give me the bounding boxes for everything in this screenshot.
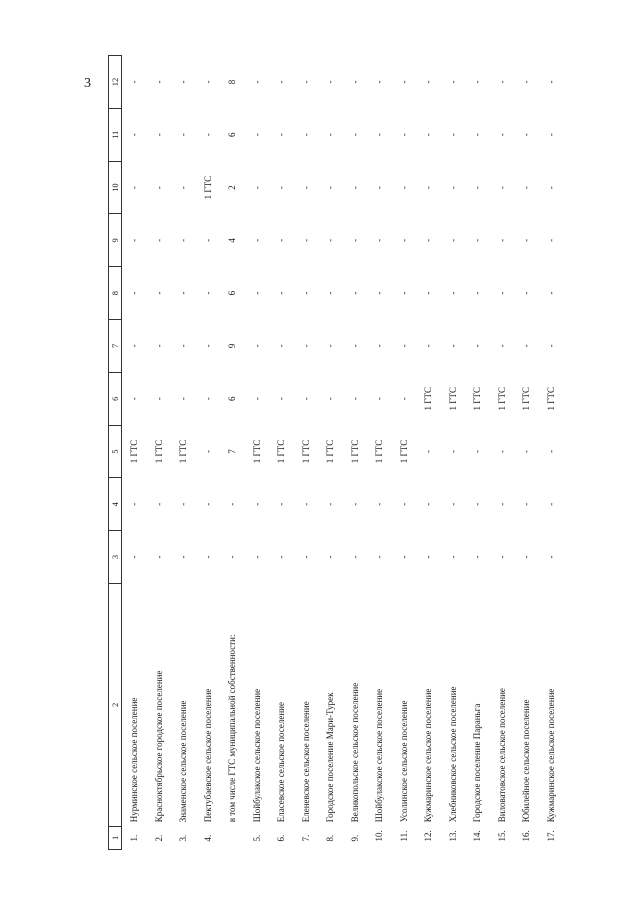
table-cell: - bbox=[129, 397, 140, 401]
table-cell: - bbox=[276, 133, 287, 137]
table-row bbox=[343, 56, 368, 850]
settlement-name: Великопольское сельское поселение bbox=[349, 682, 360, 823]
table-cell: - bbox=[153, 133, 164, 137]
settlement-name: Нурминское сельское поселение bbox=[129, 697, 140, 823]
table-cell: - bbox=[545, 80, 556, 84]
table-cell: - bbox=[276, 80, 287, 84]
table-cell: - bbox=[472, 502, 483, 506]
table-cell: - bbox=[374, 186, 385, 190]
table-cell: - bbox=[178, 186, 189, 190]
table-cell: - bbox=[398, 133, 409, 137]
settlement-name: Городское поселение Параньга bbox=[472, 703, 483, 823]
table-cell: - bbox=[472, 186, 483, 190]
table-cell: - bbox=[349, 502, 360, 506]
table-cell: - bbox=[447, 133, 458, 137]
row-number: 13. bbox=[447, 830, 458, 842]
table-cell: - bbox=[545, 555, 556, 559]
table-cell: 1 ГТС bbox=[447, 386, 458, 411]
table-cell: - bbox=[300, 186, 311, 190]
table-cell: 9 bbox=[227, 343, 238, 349]
table-cell: - bbox=[251, 397, 262, 401]
table-row bbox=[490, 56, 515, 850]
table-cell: - bbox=[251, 344, 262, 348]
table-header-row bbox=[109, 56, 122, 850]
table-cell: - bbox=[521, 344, 532, 348]
table-cell: - bbox=[178, 397, 189, 401]
table-cell: - bbox=[374, 344, 385, 348]
table-cell: - bbox=[153, 555, 164, 559]
column-header: 7 bbox=[109, 320, 122, 373]
table-row bbox=[367, 56, 392, 850]
table-row bbox=[171, 56, 196, 850]
settlement-name: Кужмаринское сельское поселение bbox=[423, 688, 434, 823]
table-cell: - bbox=[129, 238, 140, 242]
table-row bbox=[465, 56, 490, 850]
column-header: 12 bbox=[109, 56, 122, 109]
table-cell: - bbox=[153, 344, 164, 348]
column-header: 3 bbox=[109, 531, 122, 584]
table-row bbox=[245, 56, 270, 850]
table-cell: - bbox=[496, 449, 507, 453]
table-cell: - bbox=[423, 238, 434, 242]
table-cell: - bbox=[251, 80, 262, 84]
table-cell: 1 ГТС bbox=[349, 439, 360, 464]
settlement-name: Шойбулакское сельское поселение bbox=[374, 688, 385, 823]
table-cell: - bbox=[496, 555, 507, 559]
row-number: 8. bbox=[325, 834, 336, 842]
table-cell: - bbox=[251, 291, 262, 295]
table-cell: - bbox=[276, 344, 287, 348]
table-cell: - bbox=[202, 238, 213, 242]
settlement-name: Шойбулакское сельское поселение bbox=[251, 688, 262, 823]
settlement-name: Юбилейное сельское поселение bbox=[521, 699, 532, 823]
row-number: 5. bbox=[251, 834, 262, 842]
settlement-name: Красноктябрьское городское поселение bbox=[153, 670, 164, 823]
row-number: 3. bbox=[178, 834, 189, 842]
table-cell: - bbox=[423, 555, 434, 559]
table-cell: - bbox=[472, 555, 483, 559]
table-row bbox=[220, 56, 245, 850]
table-cell: - bbox=[227, 502, 238, 506]
table-cell: - bbox=[178, 238, 189, 242]
table-cell: - bbox=[423, 502, 434, 506]
table-cell: - bbox=[129, 133, 140, 137]
table-row bbox=[147, 56, 172, 850]
table-row bbox=[269, 56, 294, 850]
page-number: 3 bbox=[84, 76, 91, 91]
row-number bbox=[220, 826, 245, 849]
table-cell: 1 ГТС bbox=[251, 439, 262, 464]
table-cell: - bbox=[251, 186, 262, 190]
table-cell: 1 ГТС bbox=[276, 439, 287, 464]
table-cell: - bbox=[374, 80, 385, 84]
table-cell: 1 ГТС bbox=[398, 439, 409, 464]
table-cell: - bbox=[300, 397, 311, 401]
table-row bbox=[294, 56, 319, 850]
table-cell: - bbox=[202, 291, 213, 295]
row-number: 17. bbox=[545, 830, 556, 842]
settlement-name: Еласевское сельское поселение bbox=[276, 702, 287, 823]
row-number: 1. bbox=[129, 834, 140, 842]
table-cell: - bbox=[398, 502, 409, 506]
table-cell: - bbox=[202, 344, 213, 348]
table-cell: - bbox=[300, 133, 311, 137]
table-cell: - bbox=[521, 291, 532, 295]
table-cell: - bbox=[202, 397, 213, 401]
table-cell: 1 ГТС bbox=[521, 386, 532, 411]
table-cell: - bbox=[447, 344, 458, 348]
table-cell: - bbox=[521, 555, 532, 559]
row-number: 10. bbox=[374, 830, 385, 842]
table-cell: - bbox=[374, 502, 385, 506]
table-cell: - bbox=[472, 291, 483, 295]
table-cell: - bbox=[251, 502, 262, 506]
table-cell: - bbox=[496, 291, 507, 295]
table-cell: - bbox=[153, 291, 164, 295]
table-cell: - bbox=[325, 186, 336, 190]
table-cell: - bbox=[496, 344, 507, 348]
table-cell: - bbox=[325, 133, 336, 137]
settlement-name: Знаменское сельское поселение bbox=[178, 700, 189, 823]
table-cell: - bbox=[300, 555, 311, 559]
table-cell: - bbox=[423, 80, 434, 84]
table-cell: - bbox=[447, 80, 458, 84]
column-header: 10 bbox=[109, 161, 122, 214]
table-cell: - bbox=[349, 397, 360, 401]
table-cell: - bbox=[300, 291, 311, 295]
table-cell: - bbox=[202, 133, 213, 137]
table-cell: - bbox=[349, 344, 360, 348]
table-cell: 1 ГТС bbox=[129, 439, 140, 464]
settlement-name: в том числе ГТС муниципальной собственности: bbox=[227, 634, 238, 823]
table-cell: - bbox=[447, 291, 458, 295]
table-cell: - bbox=[349, 291, 360, 295]
table-cell: - bbox=[472, 344, 483, 348]
table-cell: - bbox=[325, 344, 336, 348]
column-header: 1 bbox=[109, 826, 122, 849]
table-cell: - bbox=[545, 344, 556, 348]
table-row bbox=[392, 56, 417, 850]
table-cell: 1 ГТС bbox=[472, 386, 483, 411]
table-cell: - bbox=[398, 344, 409, 348]
table-cell: - bbox=[496, 238, 507, 242]
row-number: 6. bbox=[276, 834, 287, 842]
table-cell: - bbox=[423, 291, 434, 295]
table-cell: - bbox=[545, 449, 556, 453]
table-cell: - bbox=[300, 238, 311, 242]
table-cell: 7 bbox=[227, 449, 238, 454]
table-cell: - bbox=[447, 449, 458, 453]
table-cell: - bbox=[300, 344, 311, 348]
table-cell: - bbox=[325, 291, 336, 295]
table-cell: - bbox=[423, 133, 434, 137]
table-cell: - bbox=[398, 291, 409, 295]
column-header: 6 bbox=[109, 372, 122, 425]
table-cell: - bbox=[374, 555, 385, 559]
table-cell: - bbox=[153, 397, 164, 401]
table-cell: - bbox=[153, 186, 164, 190]
table-cell: - bbox=[521, 133, 532, 137]
table-row bbox=[416, 56, 441, 850]
row-number: 15. bbox=[496, 830, 507, 842]
table-cell: - bbox=[276, 555, 287, 559]
row-number: 4. bbox=[202, 834, 213, 842]
table-cell: - bbox=[202, 502, 213, 506]
table-cell: - bbox=[521, 186, 532, 190]
table-row bbox=[122, 56, 147, 850]
table-cell: - bbox=[349, 133, 360, 137]
column-header: 11 bbox=[109, 108, 122, 161]
settlement-name: Пектубаевское сельское поселение bbox=[202, 688, 213, 823]
table-cell: - bbox=[325, 238, 336, 242]
table-cell: - bbox=[545, 133, 556, 137]
row-number: 7. bbox=[300, 834, 311, 842]
table-cell: - bbox=[374, 133, 385, 137]
table-cell: - bbox=[349, 555, 360, 559]
table-cell: - bbox=[374, 238, 385, 242]
table-cell: - bbox=[202, 80, 213, 84]
table-cell: - bbox=[349, 80, 360, 84]
table-cell: - bbox=[300, 80, 311, 84]
table-cell: - bbox=[153, 238, 164, 242]
table-cell: - bbox=[423, 186, 434, 190]
table-row bbox=[514, 56, 539, 850]
table-cell: 4 bbox=[227, 238, 238, 243]
row-number: 2. bbox=[153, 834, 164, 842]
table-row bbox=[539, 56, 564, 850]
table-cell: - bbox=[276, 291, 287, 295]
table-cell: - bbox=[227, 555, 238, 559]
table-cell: - bbox=[398, 238, 409, 242]
table-cell: - bbox=[545, 186, 556, 190]
row-number: 14. bbox=[472, 830, 483, 842]
table-cell: - bbox=[178, 502, 189, 506]
table-cell: - bbox=[447, 186, 458, 190]
column-header: 9 bbox=[109, 214, 122, 267]
table-cell: - bbox=[496, 502, 507, 506]
table-cell: 1 ГТС bbox=[300, 439, 311, 464]
table-cell: 1 ГТС bbox=[202, 175, 213, 200]
table-cell: - bbox=[276, 238, 287, 242]
table-cell: - bbox=[423, 449, 434, 453]
table-cell: - bbox=[129, 555, 140, 559]
table-cell: - bbox=[325, 555, 336, 559]
table-row bbox=[318, 56, 343, 850]
table-cell: - bbox=[472, 80, 483, 84]
table-cell: - bbox=[521, 80, 532, 84]
settlement-name: Виловатовское сельское поселение bbox=[496, 688, 507, 823]
data-table bbox=[108, 55, 563, 850]
table-cell: - bbox=[545, 238, 556, 242]
table-cell: - bbox=[153, 502, 164, 506]
settlement-name: Усолинское сельское поселение bbox=[398, 700, 409, 823]
settlement-name: Еленевское сельское поселение bbox=[300, 701, 311, 823]
table-cell: - bbox=[251, 133, 262, 137]
table-cell: - bbox=[178, 344, 189, 348]
table-cell: - bbox=[545, 291, 556, 295]
table-cell: 1 ГТС bbox=[496, 386, 507, 411]
table-cell: - bbox=[276, 502, 287, 506]
column-header: 8 bbox=[109, 267, 122, 320]
row-number: 9. bbox=[349, 834, 360, 842]
settlement-name: Хлебниковское сельское поселение bbox=[447, 686, 458, 823]
table-cell: 6 bbox=[227, 396, 238, 401]
row-number: 11. bbox=[398, 830, 409, 842]
table-cell: - bbox=[472, 133, 483, 137]
table-cell: - bbox=[374, 397, 385, 401]
table-cell: 1 ГТС bbox=[153, 439, 164, 464]
table-cell: 1 ГТС bbox=[374, 439, 385, 464]
table-cell: - bbox=[129, 502, 140, 506]
table-cell: - bbox=[325, 80, 336, 84]
table-cell: - bbox=[398, 555, 409, 559]
table-cell: - bbox=[398, 397, 409, 401]
column-header: 4 bbox=[109, 478, 122, 531]
table-cell: - bbox=[178, 555, 189, 559]
table-cell: - bbox=[447, 238, 458, 242]
settlement-name: Городское поселение Мари-Турек bbox=[325, 692, 336, 823]
table-cell: - bbox=[129, 344, 140, 348]
table-cell: - bbox=[153, 80, 164, 84]
table-cell: - bbox=[276, 397, 287, 401]
table-cell: - bbox=[496, 186, 507, 190]
table-cell: 6 bbox=[227, 132, 238, 138]
table-cell: 6 bbox=[227, 290, 238, 296]
table-cell: - bbox=[374, 291, 385, 295]
table-cell: - bbox=[349, 186, 360, 190]
table-cell: - bbox=[398, 186, 409, 190]
table-cell: - bbox=[300, 502, 311, 506]
table-body bbox=[122, 56, 564, 850]
table-cell: - bbox=[202, 555, 213, 559]
table-cell: 1 ГТС bbox=[325, 439, 336, 464]
table-row bbox=[196, 56, 221, 850]
table-cell: - bbox=[472, 238, 483, 242]
table-cell: - bbox=[521, 502, 532, 506]
table-cell: - bbox=[496, 80, 507, 84]
settlement-name: Кужмаринское сельское поселение bbox=[545, 688, 556, 823]
table-cell: - bbox=[251, 238, 262, 242]
table-cell: - bbox=[349, 238, 360, 242]
table-cell: 2 bbox=[227, 185, 238, 190]
table-cell: 1 ГТС bbox=[423, 386, 434, 411]
table-cell: - bbox=[178, 80, 189, 84]
column-header: 5 bbox=[109, 425, 122, 478]
table-cell: - bbox=[521, 238, 532, 242]
table-cell: - bbox=[251, 555, 262, 559]
column-header: 2 bbox=[109, 583, 122, 826]
table-cell: - bbox=[447, 502, 458, 506]
table-cell: - bbox=[276, 186, 287, 190]
table-row bbox=[441, 56, 466, 850]
table-cell: - bbox=[202, 449, 213, 453]
table-cell: 1 ГТС bbox=[545, 386, 556, 411]
table-cell: - bbox=[472, 449, 483, 453]
table-cell: - bbox=[325, 502, 336, 506]
table-cell: 1 ГТС bbox=[178, 439, 189, 464]
table-cell: - bbox=[325, 397, 336, 401]
row-number: 16. bbox=[521, 830, 532, 842]
table-cell: - bbox=[521, 449, 532, 453]
table-cell: - bbox=[178, 291, 189, 295]
table-cell: - bbox=[129, 186, 140, 190]
table-cell: - bbox=[129, 291, 140, 295]
table-cell: 8 bbox=[227, 79, 238, 85]
table-cell: - bbox=[423, 344, 434, 348]
table-cell: - bbox=[178, 133, 189, 137]
table-cell: - bbox=[496, 133, 507, 137]
row-number: 12. bbox=[423, 830, 434, 842]
table-cell: - bbox=[447, 555, 458, 559]
table-cell: - bbox=[398, 80, 409, 84]
table-cell: - bbox=[129, 80, 140, 84]
table-cell: - bbox=[545, 502, 556, 506]
